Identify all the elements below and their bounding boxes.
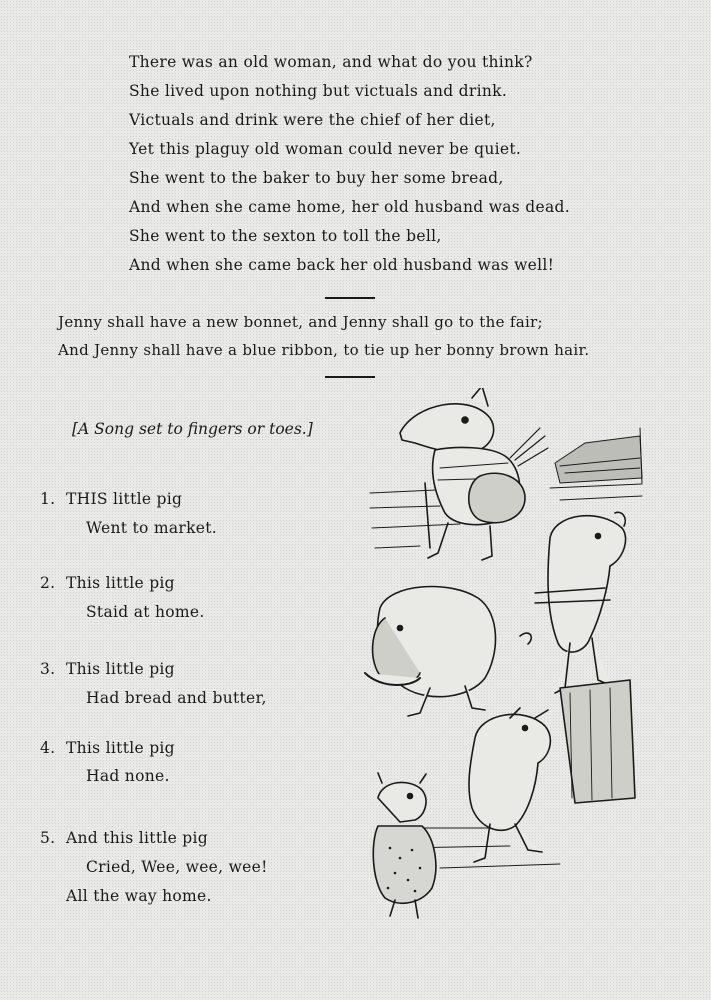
verse-3-line-1 bbox=[40, 660, 175, 678]
pig-cried-wee-wee-wee bbox=[373, 773, 436, 918]
verse-1-line-1 bbox=[40, 490, 182, 508]
verse-2-line-1 bbox=[40, 574, 175, 592]
pig-had-none bbox=[400, 680, 635, 868]
song-caption: [A Song set to fingers or toes.] bbox=[72, 420, 313, 438]
verse-number: 3. bbox=[40, 660, 56, 678]
poem1-line-8: And when she came back her old husband was well! bbox=[129, 256, 555, 274]
poem2-line-1: Jenny shall have a new bonnet, and Jenny shall go to the fair; bbox=[58, 313, 543, 331]
section-divider bbox=[325, 376, 375, 378]
pig-staid-at-home bbox=[520, 512, 626, 693]
verse-text: This little pig bbox=[66, 660, 175, 678]
verse-number: 2. bbox=[40, 574, 56, 592]
verse-5-line-1 bbox=[40, 829, 208, 847]
verse-number: 4. bbox=[40, 739, 56, 757]
five-little-pigs-engraving-icon bbox=[360, 388, 645, 928]
pig-bread-and-butter bbox=[365, 587, 495, 716]
poem1-line-7: She went to the sexton to toll the bell, bbox=[129, 227, 442, 245]
poem1-line-3: Victuals and drink were the chief of her diet, bbox=[129, 111, 496, 129]
section-divider bbox=[325, 297, 375, 299]
verse-5-line-3: All the way home. bbox=[66, 887, 212, 905]
verse-3-line-2: Had bread and butter, bbox=[86, 689, 267, 707]
verse-4-line-2: Had none. bbox=[86, 767, 170, 785]
verse-text: And this little pig bbox=[66, 829, 209, 847]
verse-4-line-1 bbox=[40, 739, 175, 757]
verse-text: THIS little pig bbox=[66, 490, 183, 508]
verse-2-line-2: Staid at home. bbox=[86, 603, 205, 621]
poem1-line-2: She lived upon nothing but victuals and drink. bbox=[129, 82, 508, 100]
verse-text: This little pig bbox=[66, 574, 175, 592]
verse-text: This little pig bbox=[66, 739, 175, 757]
poem1-line-4: Yet this plaguy old woman could never be quiet. bbox=[129, 140, 522, 158]
poem1-line-5: She went to the baker to buy her some bread, bbox=[129, 169, 504, 187]
verse-1-line-2: Went to market. bbox=[86, 519, 218, 537]
verse-number: 5. bbox=[40, 829, 56, 847]
poem1-line-6: And when she came home, her old husband was dead. bbox=[129, 198, 570, 216]
poem1-line-1: There was an old woman, and what do you think? bbox=[129, 53, 533, 71]
verse-5-line-2: Cried, Wee, wee, wee! bbox=[86, 858, 268, 876]
poem2-line-2: And Jenny shall have a blue ribbon, to tie up her bonny brown hair. bbox=[58, 341, 590, 359]
pig-went-to-market bbox=[400, 388, 548, 560]
verse-number: 1. bbox=[40, 490, 56, 508]
